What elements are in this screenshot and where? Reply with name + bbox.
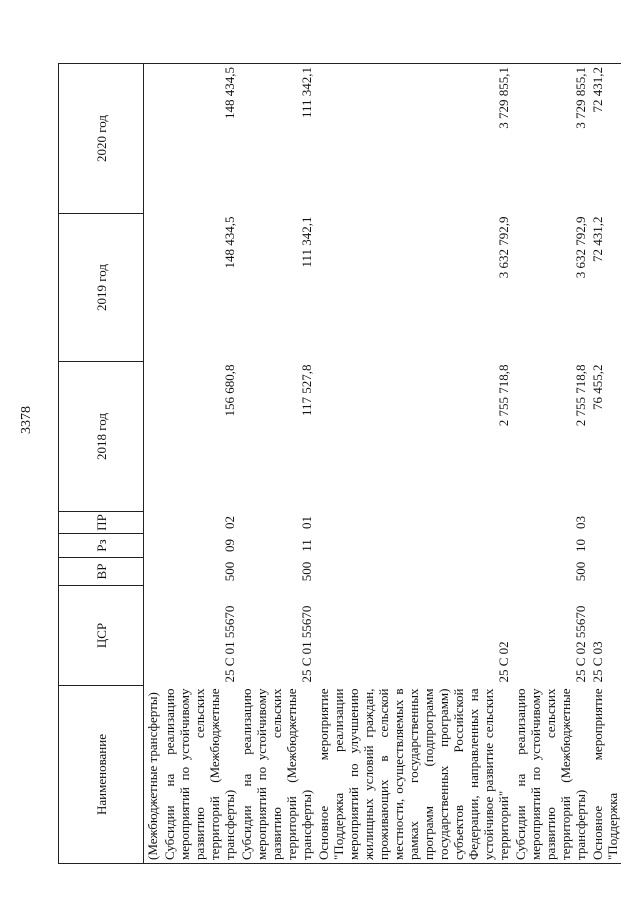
row-name: Основное мероприятие "Поддержка bbox=[589, 686, 621, 864]
row-rz bbox=[589, 534, 621, 558]
budget-table bbox=[58, 63, 621, 864]
row-pr bbox=[144, 512, 162, 534]
row-pr: 02 bbox=[222, 516, 237, 529]
row-name: Субсидии на реализацию мероприятий по устойчивому развитию сельских территорий (Межбюджетные трансферты) bbox=[238, 686, 315, 864]
row-vr: 500 bbox=[299, 561, 314, 582]
row-name: (Межбюджетные трансферты) bbox=[144, 686, 162, 864]
row-csr: 25 С 02 bbox=[496, 641, 511, 683]
row-rz bbox=[144, 534, 162, 558]
row-rz: 10 bbox=[573, 539, 588, 552]
header-name: Наименование bbox=[59, 686, 144, 864]
rotated-table-container bbox=[58, 64, 621, 864]
row-pr: 01 bbox=[299, 516, 314, 529]
row-2020: 3 729 855,1 bbox=[512, 64, 589, 214]
row-2019: 72 431,2 bbox=[590, 216, 605, 262]
table-row bbox=[144, 64, 162, 864]
row-2020: 72 431,2 bbox=[589, 64, 621, 214]
table-row bbox=[512, 64, 589, 864]
row-rz: 11 bbox=[299, 539, 314, 552]
row-2018: 156 680,8 bbox=[222, 364, 237, 417]
row-2020: 3 729 855,1 bbox=[315, 64, 512, 214]
row-2018 bbox=[144, 362, 162, 512]
table-row bbox=[589, 64, 621, 864]
row-vr bbox=[144, 558, 162, 586]
row-vr bbox=[589, 558, 621, 586]
table-row bbox=[315, 64, 512, 864]
row-pr bbox=[589, 512, 621, 534]
row-2019: 3 632 792,9 bbox=[496, 216, 511, 279]
row-vr: 500 bbox=[222, 561, 237, 582]
row-name: Основное мероприятие "Поддержка реализации мероприятий по улучшению жилищных условий граждан, проживающих в сельской местности, осуществляемых в рамках государственных программ (подпрограмм государственных программ) субъектов Российской Федерации, направленных на устойчивое развитие сельских территорий" bbox=[315, 686, 512, 864]
row-vr: 500 bbox=[573, 561, 588, 582]
header-2019: 2019 год bbox=[59, 214, 144, 362]
row-name: Субсидии на реализацию мероприятий по устойчивому развитию сельских территорий (Межбюджетные трансферты) bbox=[512, 686, 589, 864]
table-row bbox=[238, 64, 315, 864]
row-2020 bbox=[144, 64, 162, 214]
row-2019: 111 342,1 bbox=[299, 216, 314, 268]
row-2020: 111 342,1 bbox=[238, 64, 315, 214]
header-csr: ЦСР bbox=[59, 586, 144, 686]
row-csr: 25 С 01 55670 bbox=[222, 605, 237, 683]
row-vr bbox=[315, 558, 512, 586]
row-2019: 148 434,5 bbox=[222, 216, 237, 269]
row-rz bbox=[315, 534, 512, 558]
row-2018: 117 527,8 bbox=[299, 364, 314, 417]
row-csr bbox=[144, 586, 162, 686]
row-csr: 25 С 02 55670 bbox=[573, 605, 588, 683]
row-2018: 2 755 718,8 bbox=[496, 364, 511, 427]
page-number: 3378 bbox=[19, 406, 34, 434]
header-row bbox=[59, 64, 144, 864]
row-2018: 76 455,2 bbox=[590, 364, 605, 410]
row-pr: 03 bbox=[573, 516, 588, 529]
header-rz: Рз bbox=[59, 534, 144, 558]
row-name: Субсидии на реализацию мероприятий по устойчивому развитию сельских территорий (Межбюджетные трансферты) bbox=[161, 686, 238, 864]
row-2019: 3 632 792,9 bbox=[573, 216, 588, 279]
header-2018: 2018 год bbox=[59, 362, 144, 512]
row-rz: 09 bbox=[222, 539, 237, 552]
row-pr bbox=[315, 512, 512, 534]
table-row bbox=[161, 64, 238, 864]
row-2018: 2 755 718,8 bbox=[573, 364, 588, 427]
row-csr: 25 С 03 bbox=[590, 641, 605, 683]
header-2020: 2020 год bbox=[59, 64, 144, 214]
header-pr: ПР bbox=[59, 512, 144, 534]
row-csr: 25 С 01 55670 bbox=[299, 605, 314, 683]
row-2020: 148 434,5 bbox=[161, 64, 238, 214]
row-2019 bbox=[144, 214, 162, 362]
header-vr: ВР bbox=[59, 558, 144, 586]
